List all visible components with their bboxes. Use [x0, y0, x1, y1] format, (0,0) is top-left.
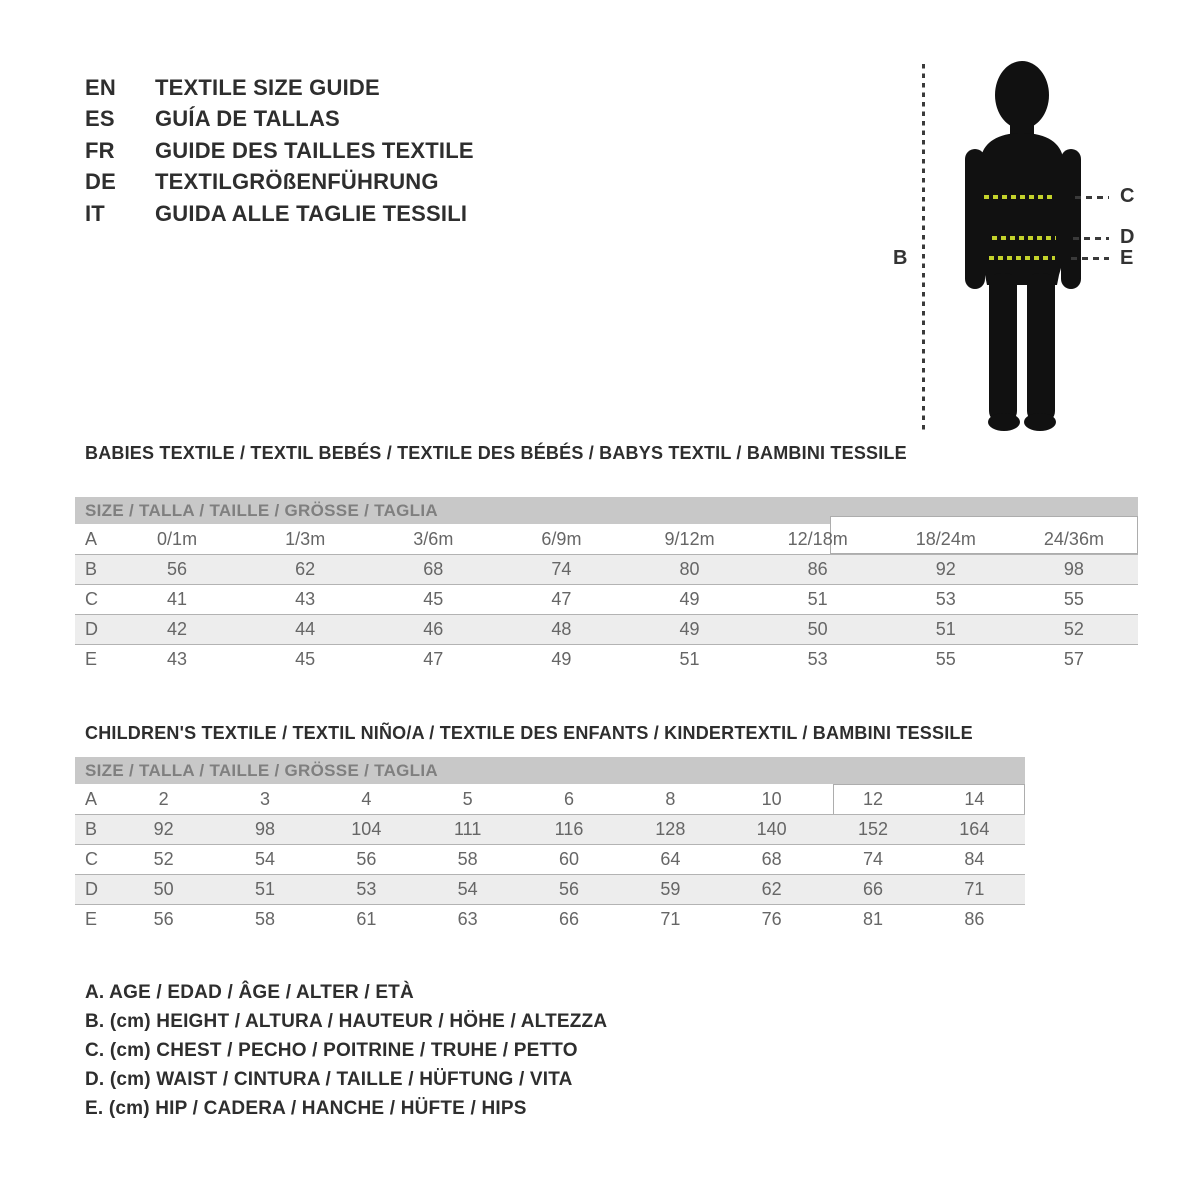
table-row-A	[75, 524, 1138, 554]
table-cell: 49	[679, 589, 700, 609]
table-cell: 92	[153, 819, 174, 839]
chest-line-extension	[1075, 196, 1109, 199]
table-row-C	[75, 584, 1138, 614]
legend-item-age: A. AGE / EDAD / ÂGE / ALTER / ETÀ	[85, 981, 414, 1003]
table-cell: 51	[935, 619, 956, 639]
table-cell: 58	[457, 849, 478, 869]
children-size-table	[75, 757, 1025, 934]
language-label: GUIDA ALLE TAGLIE TESSILI	[155, 200, 468, 226]
table-cell: 152	[857, 819, 889, 839]
table-cell: 49	[551, 649, 572, 669]
waist-measure-line	[992, 236, 1056, 240]
table-cell: 56	[558, 879, 579, 899]
table-cell: 84	[964, 849, 985, 869]
row-label: A	[85, 528, 98, 549]
language-item-it	[85, 198, 474, 230]
table-row-E	[75, 644, 1138, 674]
table-cell: 74	[862, 849, 883, 869]
legend-item-waist: D. (cm) WAIST / CINTURA / TAILLE / HÜFTUNG / VITA	[85, 1068, 573, 1090]
table-cell: 45	[295, 649, 316, 669]
table-cell: 6	[563, 788, 574, 809]
table-cell: 111	[453, 819, 482, 839]
table-cell: 140	[756, 819, 787, 839]
table-cell: 8	[665, 788, 676, 809]
table-row-C	[75, 844, 1025, 874]
table-cell: 1/3m	[285, 528, 326, 549]
table-cell: 58	[254, 909, 275, 929]
table-cell: 55	[935, 649, 956, 669]
table-cell: 49	[679, 619, 700, 639]
child-silhouette	[958, 55, 1088, 440]
table-cell: 66	[862, 879, 883, 899]
table-cell: 3	[259, 788, 270, 809]
table-cell: 51	[254, 879, 275, 899]
table-cell: 47	[423, 649, 444, 669]
table-cell: 80	[679, 559, 700, 579]
table-cell: 71	[964, 879, 985, 899]
language-item-fr	[85, 135, 474, 167]
table-cell: 46	[423, 619, 444, 639]
table-cell: 41	[167, 589, 188, 609]
legend-item-hip: E. (cm) HIP / CADERA / HANCHE / HÜFTE / HIPS	[85, 1097, 527, 1119]
table-cell: 52	[153, 849, 174, 869]
table-cell: 44	[295, 619, 316, 639]
table-cell: 14	[964, 788, 985, 809]
table-cell: 56	[356, 849, 377, 869]
table-row-D	[75, 614, 1138, 644]
table-cell: 53	[356, 879, 377, 899]
language-item-es	[85, 104, 474, 136]
table-cell: 53	[935, 589, 956, 609]
table-cell: 50	[153, 879, 174, 899]
language-code: EN	[85, 74, 116, 100]
height-measure-line	[922, 64, 925, 434]
legend-item-height: B. (cm) HEIGHT / ALTURA / HAUTEUR / HÖHE / ALTEZZA	[85, 1010, 608, 1032]
table-cell: 68	[423, 559, 444, 579]
table-cell: 43	[167, 649, 188, 669]
table-cell: 54	[254, 849, 275, 869]
row-label: B	[85, 819, 98, 839]
table-row-B	[75, 554, 1138, 584]
babies-size-table	[75, 497, 1138, 674]
table-cell: 6/9m	[541, 528, 582, 549]
babies-table-rows	[75, 524, 1138, 674]
table-cell: 51	[679, 649, 700, 669]
babies-section-title: BABIES TEXTILE / TEXTIL BEBÉS / TEXTILE DES BÉBÉS / BABYS TEXTIL / BAMBINI TESSILE	[85, 443, 907, 463]
table-cell: 116	[554, 819, 584, 839]
table-cell: 24/36m	[1043, 528, 1104, 549]
measurement-legend	[85, 978, 607, 1123]
table-cell: 60	[558, 849, 579, 869]
table-cell: 3/6m	[413, 528, 454, 549]
language-code: DE	[85, 169, 116, 195]
children-section-title: CHILDREN'S TEXTILE / TEXTIL NIÑO/A / TEXTILE DES ENFANTS / KINDERTEXTIL / BAMBINI TESSILE	[85, 723, 973, 743]
table-cell: 63	[457, 909, 478, 929]
legend-item-chest: C. (cm) CHEST / PECHO / POITRINE / TRUHE / PETTO	[85, 1039, 578, 1061]
table-cell: 55	[1063, 589, 1084, 609]
row-label: D	[85, 879, 98, 899]
row-label: C	[85, 849, 98, 869]
table-cell: 10	[761, 788, 782, 809]
hip-measure-line	[989, 256, 1055, 260]
waist-label: D	[1120, 226, 1135, 248]
language-label: GUÍA DE TALLAS	[155, 106, 340, 132]
table-cell: 164	[959, 819, 990, 839]
table-cell: 64	[660, 849, 681, 869]
children-table-rows	[75, 784, 1025, 934]
babies-size-header-bar: SIZE / TALLA / TAILLE / GRÖSSE / TAGLIA	[75, 497, 1138, 524]
table-cell: 86	[964, 909, 985, 929]
hip-line-extension	[1071, 257, 1109, 260]
table-cell: 62	[761, 879, 782, 899]
table-cell: 76	[761, 909, 782, 929]
language-item-en	[85, 72, 474, 104]
table-cell: 0/1m	[157, 528, 198, 549]
height-label: B	[893, 247, 908, 269]
table-cell: 52	[1063, 619, 1084, 639]
table-cell: 86	[807, 559, 828, 579]
table-cell: 74	[551, 559, 572, 579]
table-cell: 2	[158, 788, 169, 809]
table-cell: 18/24m	[915, 528, 976, 549]
row-label: B	[85, 559, 98, 579]
language-label: TEXTILGRÖßENFÜHRUNG	[155, 169, 439, 195]
hip-label: E	[1120, 247, 1134, 269]
table-cell: 92	[935, 559, 956, 579]
table-row-D	[75, 874, 1025, 904]
table-cell: 59	[660, 879, 681, 899]
table-cell: 66	[558, 909, 579, 929]
table-cell: 12/18m	[787, 528, 848, 549]
row-label: E	[85, 649, 98, 669]
language-guide-list	[85, 72, 474, 230]
table-cell: 42	[167, 619, 188, 639]
language-code: ES	[85, 106, 115, 132]
table-cell: 98	[254, 819, 275, 839]
row-label: A	[85, 788, 98, 809]
table-cell: 54	[457, 879, 478, 899]
table-cell: 57	[1063, 649, 1084, 669]
row-label: D	[85, 619, 98, 639]
language-item-de	[85, 167, 474, 199]
table-cell: 48	[551, 619, 572, 639]
chest-label: C	[1120, 185, 1135, 207]
table-cell: 56	[167, 559, 188, 579]
table-cell: 98	[1063, 559, 1084, 579]
language-label: TEXTILE SIZE GUIDE	[155, 74, 380, 100]
row-label: E	[85, 909, 98, 929]
table-cell: 104	[351, 819, 382, 839]
table-cell: 53	[807, 649, 828, 669]
table-row-B	[75, 814, 1025, 844]
table-cell: 56	[153, 909, 174, 929]
table-cell: 51	[807, 589, 828, 609]
waist-line-extension	[1073, 237, 1109, 240]
table-cell: 68	[761, 849, 782, 869]
table-cell: 43	[295, 589, 316, 609]
table-row-E	[75, 904, 1025, 934]
table-cell: 45	[423, 589, 444, 609]
chest-measure-line	[984, 195, 1054, 199]
table-cell: 12	[862, 788, 883, 809]
table-cell: 5	[462, 788, 473, 809]
table-cell: 71	[660, 909, 681, 929]
table-cell: 50	[807, 619, 828, 639]
row-label: C	[85, 589, 98, 609]
table-cell: 81	[862, 909, 883, 929]
children-size-header-bar: SIZE / TALLA / TAILLE / GRÖSSE / TAGLIA	[75, 757, 1025, 784]
table-row-A	[75, 784, 1025, 814]
table-cell: 47	[551, 589, 572, 609]
table-cell: 9/12m	[664, 528, 715, 549]
table-cell: 61	[356, 909, 377, 929]
table-cell: 62	[295, 559, 316, 579]
language-code: IT	[85, 200, 105, 226]
table-cell: 128	[655, 819, 686, 839]
language-code: FR	[85, 137, 115, 163]
table-cell: 4	[361, 788, 372, 809]
language-label: GUIDE DES TAILLES TEXTILE	[155, 137, 474, 163]
